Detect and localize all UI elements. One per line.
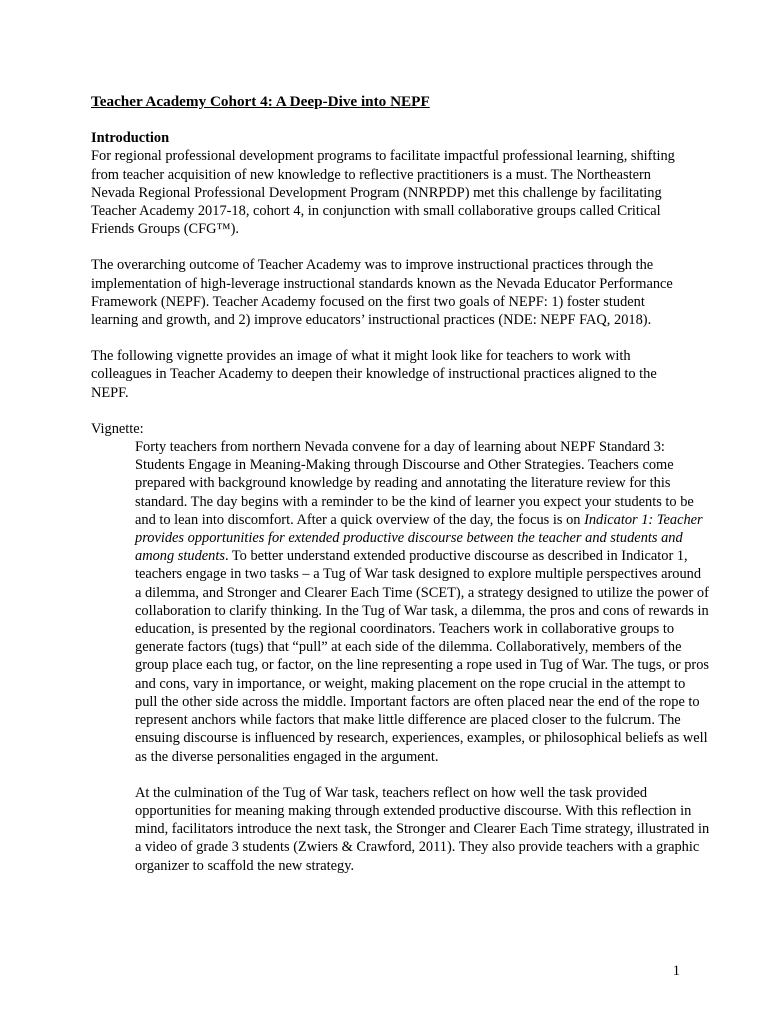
indicator-italic-text: Indicator 1: Teacher provides opportunities for extended productive discourse between the teacher and students and among students bbox=[135, 511, 703, 565]
document-title: Teacher Academy Cohort 4: A Deep-Dive into NEPF bbox=[91, 93, 430, 110]
outcome-paragraph: The overarching outcome of Teacher Academy was to improve instructional practices through the implementation of high-leverage instructional standards known as the Nevada Educator Performance Framework (NEPF). Teacher Academy focused on the first two goals of NEPF: 1) foster student learning and growth, and 2) improve educators’ instructional practices (NDE: NEPF FAQ, 2018). bbox=[91, 257, 673, 329]
section-heading-introduction: Introduction bbox=[91, 130, 170, 147]
vignette-label: Vignette: bbox=[91, 420, 144, 437]
document-body bbox=[91, 93, 710, 893]
vignette-block bbox=[135, 438, 710, 875]
intro-paragraph: For regional professional development programs to facilitate impactful professional learning, shifting from teacher acquisition of new knowledge to reflective practitioners is a must. The Northeastern Nevada Regional Professional Development Program (NNRPDP) met this challenge by facilitating Teacher Academy 2017-18, cohort 4, in conjunction with small collaborative groups called Critical Friends Groups (CFG™). bbox=[91, 148, 675, 238]
vignette-paragraph-1 bbox=[135, 438, 710, 766]
vignette-p1-text-start: Forty teachers from northern Nevada convene for a day of learning about NEPF Standard 3: Students Engage in Meaning-Making through Discourse and Other Strategies. Teachers come prepared with background knowledge by reading and annotating the literature review for this standard. The day begins with a reminder to be the kind of learner you expect your students to be and to lean into discomfort. After a quick overview of the day, the focus is on bbox=[135, 439, 694, 528]
vignette-p1-text-end: . To better understand extended productive discourse as described in Indicator 1, teachers engage in two tasks – a Tug of War task designed to explore multiple perspectives around a dilemma, and Stronger and Clearer Each Time (SCET), a strategy designed to utilize the power of collaboration to clarify thinking. In the Tug of War task, a dilemma, the pros and cons of rewards in education, is presented by the regional coordinators. Teachers work in collaborative groups to generate factors (tugs) that “pull” at each side of the dilemma. Collaboratively, members of the group place each tug, or factor, on the line representing a rope used in Tug of War. The tugs, or pros and cons, vary in importance, or weight, making placement on the rope crucial in the attempt to pull the other side across the middle. Important factors are often placed near the end of the rope to represent anchors while factors that make little difference are placed closer to the fulcrum. The ensuing discourse is influenced by research, experiences, examples, or philosophical beliefs as well as the diverse personalities engaged in the argument. bbox=[135, 548, 710, 765]
page-number: 1 bbox=[672, 963, 680, 979]
vignette-paragraph-2: At the culmination of the Tug of War task, teachers reflect on how well the task provided opportunities for meaning making through extended productive discourse. With this reflection in mind, facilitators introduce the next task, the Stronger and Clearer Each Time strategy, illustrated in a video of grade 3 students (Zwiers & Crawford, 2011). They also provide teachers with a graphic organizer to scaffold the new strategy. bbox=[135, 784, 710, 874]
vignette-intro-paragraph: The following vignette provides an image of what it might look like for teachers to work with colleagues in Teacher Academy to deepen their knowledge of instructional practices aligned to the NEPF. bbox=[91, 348, 657, 401]
